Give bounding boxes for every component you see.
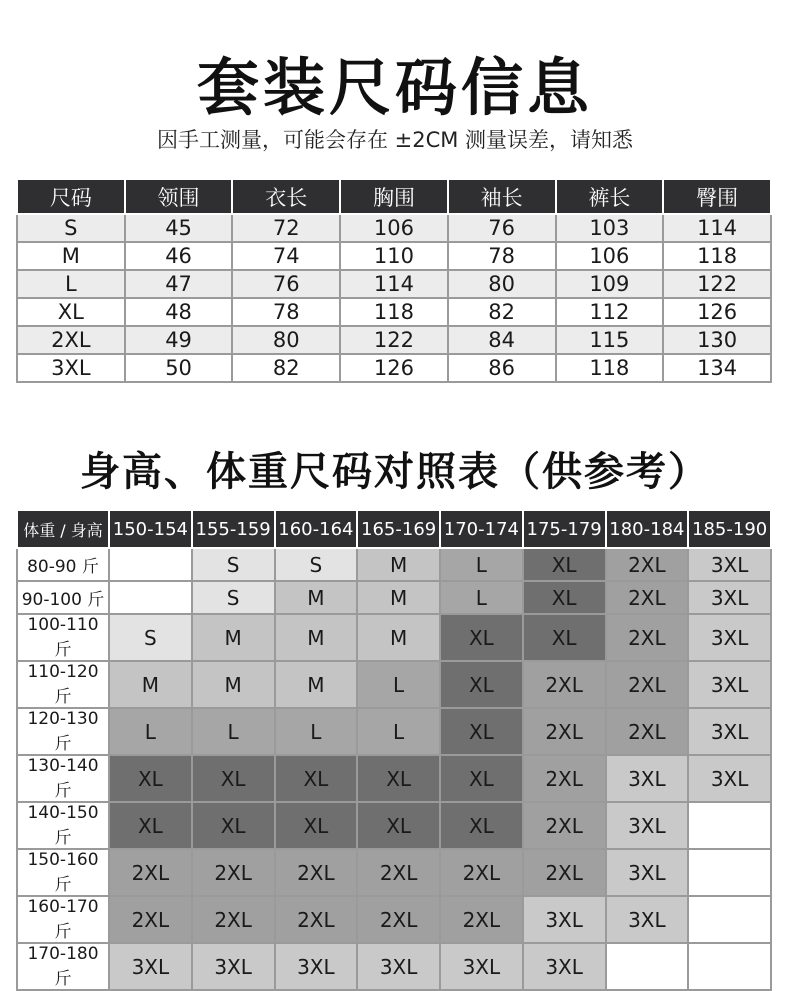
size-cell: XL [109, 802, 192, 849]
table-row [17, 270, 771, 298]
size-cell: 3XL [606, 849, 689, 896]
size-cell: L [192, 708, 275, 755]
size-cell: S [275, 548, 358, 581]
size-cell: XL [523, 581, 606, 614]
table-row [17, 214, 771, 242]
table-cell: 84 [448, 326, 556, 354]
table-cell: 122 [340, 326, 448, 354]
table-row [17, 943, 771, 990]
size-cell: 3XL [606, 802, 689, 849]
reference-title: 身高、体重尺码对照表（供参考） [80, 449, 710, 495]
size-cell: 2XL [606, 661, 689, 708]
reference-table-header [17, 510, 771, 548]
table-row [17, 326, 771, 354]
table-cell: 112 [556, 298, 664, 326]
column-header: 裤长 [556, 179, 664, 214]
height-header: 155-159 [192, 510, 275, 548]
size-cell: XL [275, 802, 358, 849]
size-table-body [17, 214, 771, 382]
size-cell: XL [440, 614, 523, 661]
size-cell: 2XL [357, 896, 440, 943]
weight-label: 150-160 斤 [17, 849, 109, 896]
table-row [17, 298, 771, 326]
table-cell: 106 [556, 242, 664, 270]
size-cell: 3XL [688, 661, 771, 708]
column-header: 领围 [125, 179, 233, 214]
page-subtitle: 因手工测量，可能会存在 ±2CM 测量误差，请知悉 [156, 128, 634, 152]
table-cell: S [17, 214, 125, 242]
table-row [17, 242, 771, 270]
table-cell: 118 [663, 242, 771, 270]
table-cell: 50 [125, 354, 233, 382]
size-cell: 2XL [523, 661, 606, 708]
table-cell: 46 [125, 242, 233, 270]
size-cell: 3XL [688, 614, 771, 661]
size-cell: 2XL [523, 755, 606, 802]
size-cell: XL [523, 614, 606, 661]
table-cell: 118 [556, 354, 664, 382]
table-cell: 78 [448, 242, 556, 270]
size-cell: S [109, 614, 192, 661]
column-header: 臀围 [663, 179, 771, 214]
size-cell: 2XL [357, 849, 440, 896]
size-cell: 3XL [688, 548, 771, 581]
table-cell: 126 [340, 354, 448, 382]
size-cell [109, 581, 192, 614]
size-cell: 2XL [440, 896, 523, 943]
size-cell: 2XL [523, 802, 606, 849]
size-cell: 2XL [606, 581, 689, 614]
size-cell [109, 548, 192, 581]
height-header: 160-164 [275, 510, 358, 548]
table-row [17, 755, 771, 802]
size-cell: M [192, 661, 275, 708]
weight-label: 170-180 斤 [17, 943, 109, 990]
column-header: 尺码 [17, 179, 125, 214]
size-cell: 3XL [523, 943, 606, 990]
size-cell: 2XL [192, 849, 275, 896]
size-cell: XL [440, 802, 523, 849]
table-cell: 130 [663, 326, 771, 354]
corner-header: 体重 / 身高 [17, 510, 109, 548]
size-cell: 3XL [606, 896, 689, 943]
table-cell: 103 [556, 214, 664, 242]
size-cell: XL [192, 802, 275, 849]
table-row [17, 661, 771, 708]
weight-label: 160-170 斤 [17, 896, 109, 943]
size-cell: 2XL [109, 896, 192, 943]
table-cell: 114 [663, 214, 771, 242]
table-cell: 76 [448, 214, 556, 242]
size-cell: M [275, 661, 358, 708]
size-cell [606, 943, 689, 990]
size-cell: XL [275, 755, 358, 802]
size-cell: XL [357, 755, 440, 802]
table-row [17, 581, 771, 614]
reference-table-body [17, 548, 771, 990]
size-cell: XL [440, 708, 523, 755]
size-cell: 2XL [523, 708, 606, 755]
table-cell: 106 [340, 214, 448, 242]
table-cell: 109 [556, 270, 664, 298]
table-cell: 2XL [17, 326, 125, 354]
size-cell: 2XL [606, 614, 689, 661]
table-cell: 86 [448, 354, 556, 382]
size-cell [688, 802, 771, 849]
size-cell: M [275, 614, 358, 661]
size-cell: M [357, 581, 440, 614]
size-cell: M [357, 548, 440, 581]
size-cell: 3XL [688, 708, 771, 755]
table-row [17, 849, 771, 896]
table-row [17, 802, 771, 849]
table-row [17, 614, 771, 661]
table-cell: 122 [663, 270, 771, 298]
size-cell: 3XL [688, 755, 771, 802]
table-cell: XL [17, 298, 125, 326]
height-header: 170-174 [440, 510, 523, 548]
height-header: 175-179 [523, 510, 606, 548]
size-cell: 2XL [109, 849, 192, 896]
size-cell [688, 896, 771, 943]
weight-label: 140-150 斤 [17, 802, 109, 849]
page-title: 套装尺码信息 [196, 51, 593, 124]
weight-label: 80-90 斤 [17, 548, 109, 581]
table-cell: 48 [125, 298, 233, 326]
size-cell: 3XL [109, 943, 192, 990]
size-cell: L [275, 708, 358, 755]
size-cell: 2XL [606, 548, 689, 581]
table-cell: 114 [340, 270, 448, 298]
size-table [16, 178, 772, 383]
size-cell: 3XL [523, 896, 606, 943]
table-cell: 3XL [17, 354, 125, 382]
size-cell: 3XL [688, 581, 771, 614]
column-header: 衣长 [232, 179, 340, 214]
weight-label: 100-110 斤 [17, 614, 109, 661]
table-row [17, 708, 771, 755]
size-cell: 2XL [275, 849, 358, 896]
height-header: 150-154 [109, 510, 192, 548]
size-cell: 3XL [357, 943, 440, 990]
size-cell: XL [523, 548, 606, 581]
height-header: 165-169 [357, 510, 440, 548]
table-cell: 47 [125, 270, 233, 298]
size-cell: 2XL [523, 849, 606, 896]
column-header: 胸围 [340, 179, 448, 214]
size-cell: 3XL [192, 943, 275, 990]
size-table-header [17, 179, 771, 214]
size-cell: 3XL [606, 755, 689, 802]
height-header: 180-184 [606, 510, 689, 548]
size-cell: L [357, 661, 440, 708]
size-cell: 2XL [606, 708, 689, 755]
height-header: 185-190 [688, 510, 771, 548]
size-cell: M [109, 661, 192, 708]
table-cell: 82 [448, 298, 556, 326]
table-cell: M [17, 242, 125, 270]
size-cell: M [275, 581, 358, 614]
size-cell: L [440, 581, 523, 614]
size-cell: XL [192, 755, 275, 802]
table-cell: 126 [663, 298, 771, 326]
column-header: 袖长 [448, 179, 556, 214]
size-cell [688, 849, 771, 896]
size-cell: XL [440, 755, 523, 802]
size-cell: L [440, 548, 523, 581]
size-cell: L [109, 708, 192, 755]
weight-label: 120-130 斤 [17, 708, 109, 755]
table-cell: L [17, 270, 125, 298]
table-cell: 80 [448, 270, 556, 298]
size-cell: 3XL [440, 943, 523, 990]
table-cell: 78 [232, 298, 340, 326]
weight-label: 130-140 斤 [17, 755, 109, 802]
table-cell: 115 [556, 326, 664, 354]
table-cell: 134 [663, 354, 771, 382]
table-cell: 72 [232, 214, 340, 242]
size-cell: XL [357, 802, 440, 849]
table-cell: 82 [232, 354, 340, 382]
table-cell: 74 [232, 242, 340, 270]
size-cell: XL [109, 755, 192, 802]
size-cell: 2XL [275, 896, 358, 943]
table-row [17, 896, 771, 943]
table-cell: 80 [232, 326, 340, 354]
size-cell: XL [440, 661, 523, 708]
weight-label: 110-120 斤 [17, 661, 109, 708]
size-cell [688, 943, 771, 990]
reference-table [16, 509, 772, 991]
table-cell: 118 [340, 298, 448, 326]
table-cell: 49 [125, 326, 233, 354]
size-cell: 3XL [275, 943, 358, 990]
table-cell: 45 [125, 214, 233, 242]
weight-label: 90-100 斤 [17, 581, 109, 614]
size-cell: L [357, 708, 440, 755]
size-cell: M [357, 614, 440, 661]
size-cell: M [192, 614, 275, 661]
size-cell: S [192, 581, 275, 614]
size-cell: S [192, 548, 275, 581]
table-row [17, 548, 771, 581]
size-cell: 2XL [440, 849, 523, 896]
size-cell: 2XL [192, 896, 275, 943]
table-row [17, 354, 771, 382]
table-cell: 110 [340, 242, 448, 270]
table-cell: 76 [232, 270, 340, 298]
